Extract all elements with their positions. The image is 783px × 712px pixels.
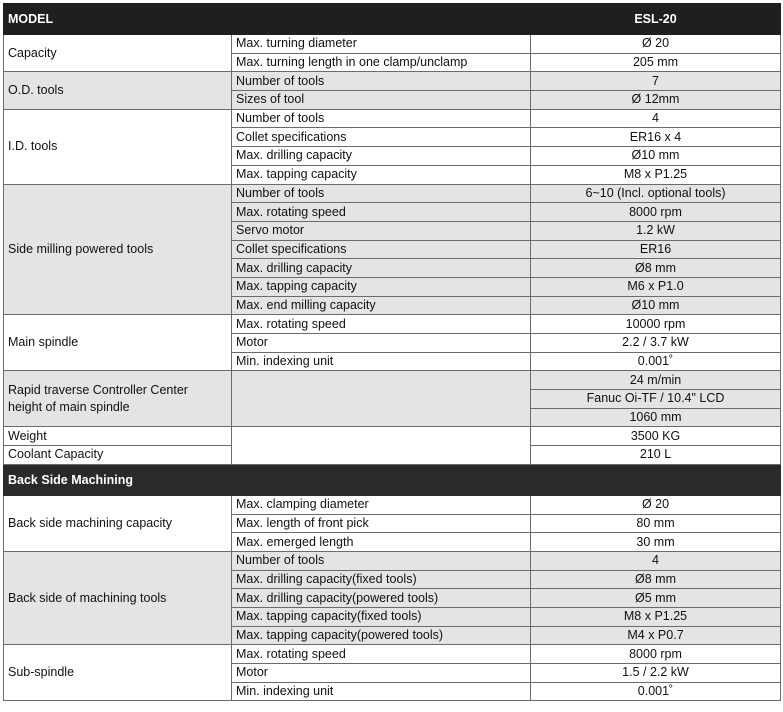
item-value: M4 x P0.7 <box>531 626 781 645</box>
item-label: Collet specifications <box>232 128 531 147</box>
group-rapid-traverse <box>4 371 232 427</box>
table-row <box>4 72 781 91</box>
table-row <box>4 109 781 128</box>
item-label: Max. tapping capacity(powered tools) <box>232 626 531 645</box>
item-value: Ø8 mm <box>531 570 781 589</box>
group-rapid-line1: Rapid traverse Controller Center <box>8 382 188 397</box>
item-value: 4 <box>531 109 781 128</box>
item-label: Max. drilling capacity(powered tools) <box>232 589 531 608</box>
item-value: Ø 20 <box>531 495 781 514</box>
item-value: M8 x P1.25 <box>531 607 781 626</box>
item-label: Max. tapping capacity <box>232 165 531 184</box>
spec-table <box>3 3 781 701</box>
item-value: 3500 KG <box>531 427 781 446</box>
item-label: Max. clamping diameter <box>232 495 531 514</box>
item-value: 0.001˚ <box>531 352 781 371</box>
item-label: Max. turning length in one clamp/unclamp <box>232 53 531 72</box>
item-value: 80 mm <box>531 514 781 533</box>
item-value: 8000 rpm <box>531 645 781 664</box>
group-back-capacity: Back side machining capacity <box>4 495 232 551</box>
item-label: Sizes of tool <box>232 91 531 110</box>
group-weight: Weight <box>4 427 232 446</box>
item-value: ER16 x 4 <box>531 128 781 147</box>
section-title: Back Side Machining <box>4 464 781 495</box>
item-value: Ø8 mm <box>531 259 781 278</box>
item-label: Max. tapping capacity <box>232 277 531 296</box>
header-row <box>4 4 781 35</box>
item-value: Fanuc Oi-TF / 10.4" LCD <box>531 390 781 409</box>
item-label: Number of tools <box>232 184 531 203</box>
item-label: Max. drilling capacity <box>232 147 531 166</box>
item-value: 4 <box>531 551 781 570</box>
group-main-spindle: Main spindle <box>4 315 232 371</box>
table-row <box>4 315 781 334</box>
item-value: 0.001˚ <box>531 682 781 701</box>
item-value: Ø10 mm <box>531 147 781 166</box>
group-side-milling: Side milling powered tools <box>4 184 232 315</box>
item-value: 10000 rpm <box>531 315 781 334</box>
empty-cell <box>232 371 531 427</box>
item-label: Max. drilling capacity(fixed tools) <box>232 570 531 589</box>
item-label: Number of tools <box>232 109 531 128</box>
item-label: Max. length of front pick <box>232 514 531 533</box>
table-row <box>4 551 781 570</box>
table-row <box>4 35 781 54</box>
item-label: Servo motor <box>232 221 531 240</box>
item-label: Motor <box>232 664 531 683</box>
item-value: M8 x P1.25 <box>531 165 781 184</box>
item-value: 210 L <box>531 446 781 465</box>
item-value: 7 <box>531 72 781 91</box>
item-label: Max. rotating speed <box>232 315 531 334</box>
item-label: Min. indexing unit <box>232 682 531 701</box>
model-name: ESL-20 <box>531 4 781 35</box>
item-label: Motor <box>232 334 531 353</box>
group-id-tools: I.D. tools <box>4 109 232 184</box>
item-label: Max. emerged length <box>232 533 531 552</box>
item-value: 6~10 (Incl. optional tools) <box>531 184 781 203</box>
group-back-tools: Back side of machining tools <box>4 551 232 644</box>
item-value: M6 x P1.0 <box>531 277 781 296</box>
item-label: Max. turning diameter <box>232 35 531 54</box>
item-label: Number of tools <box>232 72 531 91</box>
item-value: 1060 mm <box>531 408 781 427</box>
group-capacity: Capacity <box>4 35 232 72</box>
item-value: 2.2 / 3.7 kW <box>531 334 781 353</box>
item-value: Ø 20 <box>531 35 781 54</box>
item-value: 205 mm <box>531 53 781 72</box>
empty-cell <box>232 427 531 464</box>
item-value: 1.5 / 2.2 kW <box>531 664 781 683</box>
item-label: Number of tools <box>232 551 531 570</box>
group-coolant: Coolant Capacity <box>4 446 232 465</box>
item-label: Max. tapping capacity(fixed tools) <box>232 607 531 626</box>
item-value: Ø5 mm <box>531 589 781 608</box>
table-row <box>4 645 781 664</box>
group-sub-spindle: Sub-spindle <box>4 645 232 701</box>
item-label: Max. rotating speed <box>232 645 531 664</box>
table-row <box>4 427 781 446</box>
item-label: Max. rotating speed <box>232 203 531 222</box>
model-header: MODEL <box>4 4 531 35</box>
group-od-tools: O.D. tools <box>4 72 232 109</box>
item-value: Ø10 mm <box>531 296 781 315</box>
item-label: Max. end milling capacity <box>232 296 531 315</box>
item-value: Ø 12mm <box>531 91 781 110</box>
item-value: 8000 rpm <box>531 203 781 222</box>
item-value: 30 mm <box>531 533 781 552</box>
section-header-row <box>4 464 781 495</box>
table-row <box>4 495 781 514</box>
item-value: 24 m/min <box>531 371 781 390</box>
table-row <box>4 371 781 390</box>
item-label: Max. drilling capacity <box>232 259 531 278</box>
item-value: 1.2 kW <box>531 221 781 240</box>
item-label: Min. indexing unit <box>232 352 531 371</box>
item-label: Collet specifications <box>232 240 531 259</box>
group-rapid-line2: height of main spindle <box>8 399 130 414</box>
table-row <box>4 184 781 203</box>
item-value: ER16 <box>531 240 781 259</box>
